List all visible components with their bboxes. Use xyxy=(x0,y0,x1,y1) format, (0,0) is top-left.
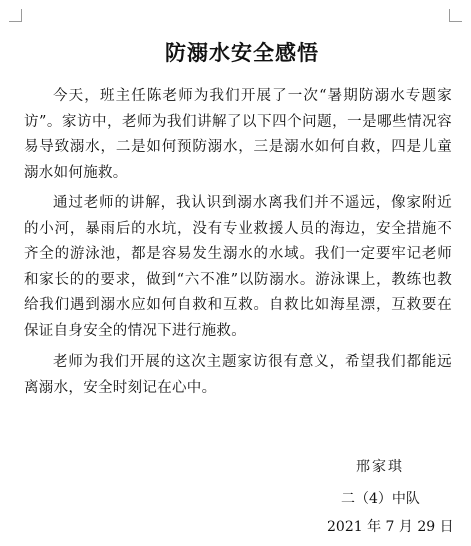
signature-name: 邢家琪 xyxy=(356,459,404,475)
document-body xyxy=(24,38,452,401)
paragraph-2: 通过老师的讲解，我认识到溺水离我们并不遥远，像家附近的小河，暴雨后的水坑，没有专业救援人员的海边，安全措施不齐全的游泳池，都是容易发生溺水的水域。我们一定要牢记老师和家长的的要求，做到“六不准”以防溺水。游泳课上，教练也教给我们遇到溺水应如何自救和互救。自救比如海星漂，互救要在保证自身安全的情况下进行施救。 xyxy=(24,195,452,339)
signature-class: 二（4）中队 xyxy=(341,491,420,507)
page-corner-mark-top-right xyxy=(449,9,462,22)
paragraph-1: 今天，班主任陈老师为我们开展了一次“暑期防溺水专题家访”。家访中，老师为我们讲解了以下四个问题，一是哪些情况容易导致溺水，二是如何预防溺水，三是溺水如何自救，四是儿童溺水如何施救。 xyxy=(24,88,452,181)
signature-date: 2021 年 7 月 29 日 xyxy=(327,519,454,535)
paragraph-3: 老师为我们开展的这次主题家访很有意义，希望我们都能远离溺水，安全时刻记在心中。 xyxy=(24,354,452,396)
page-corner-mark-top-left xyxy=(9,9,22,22)
document-title: 防溺水安全感悟 xyxy=(165,41,319,65)
